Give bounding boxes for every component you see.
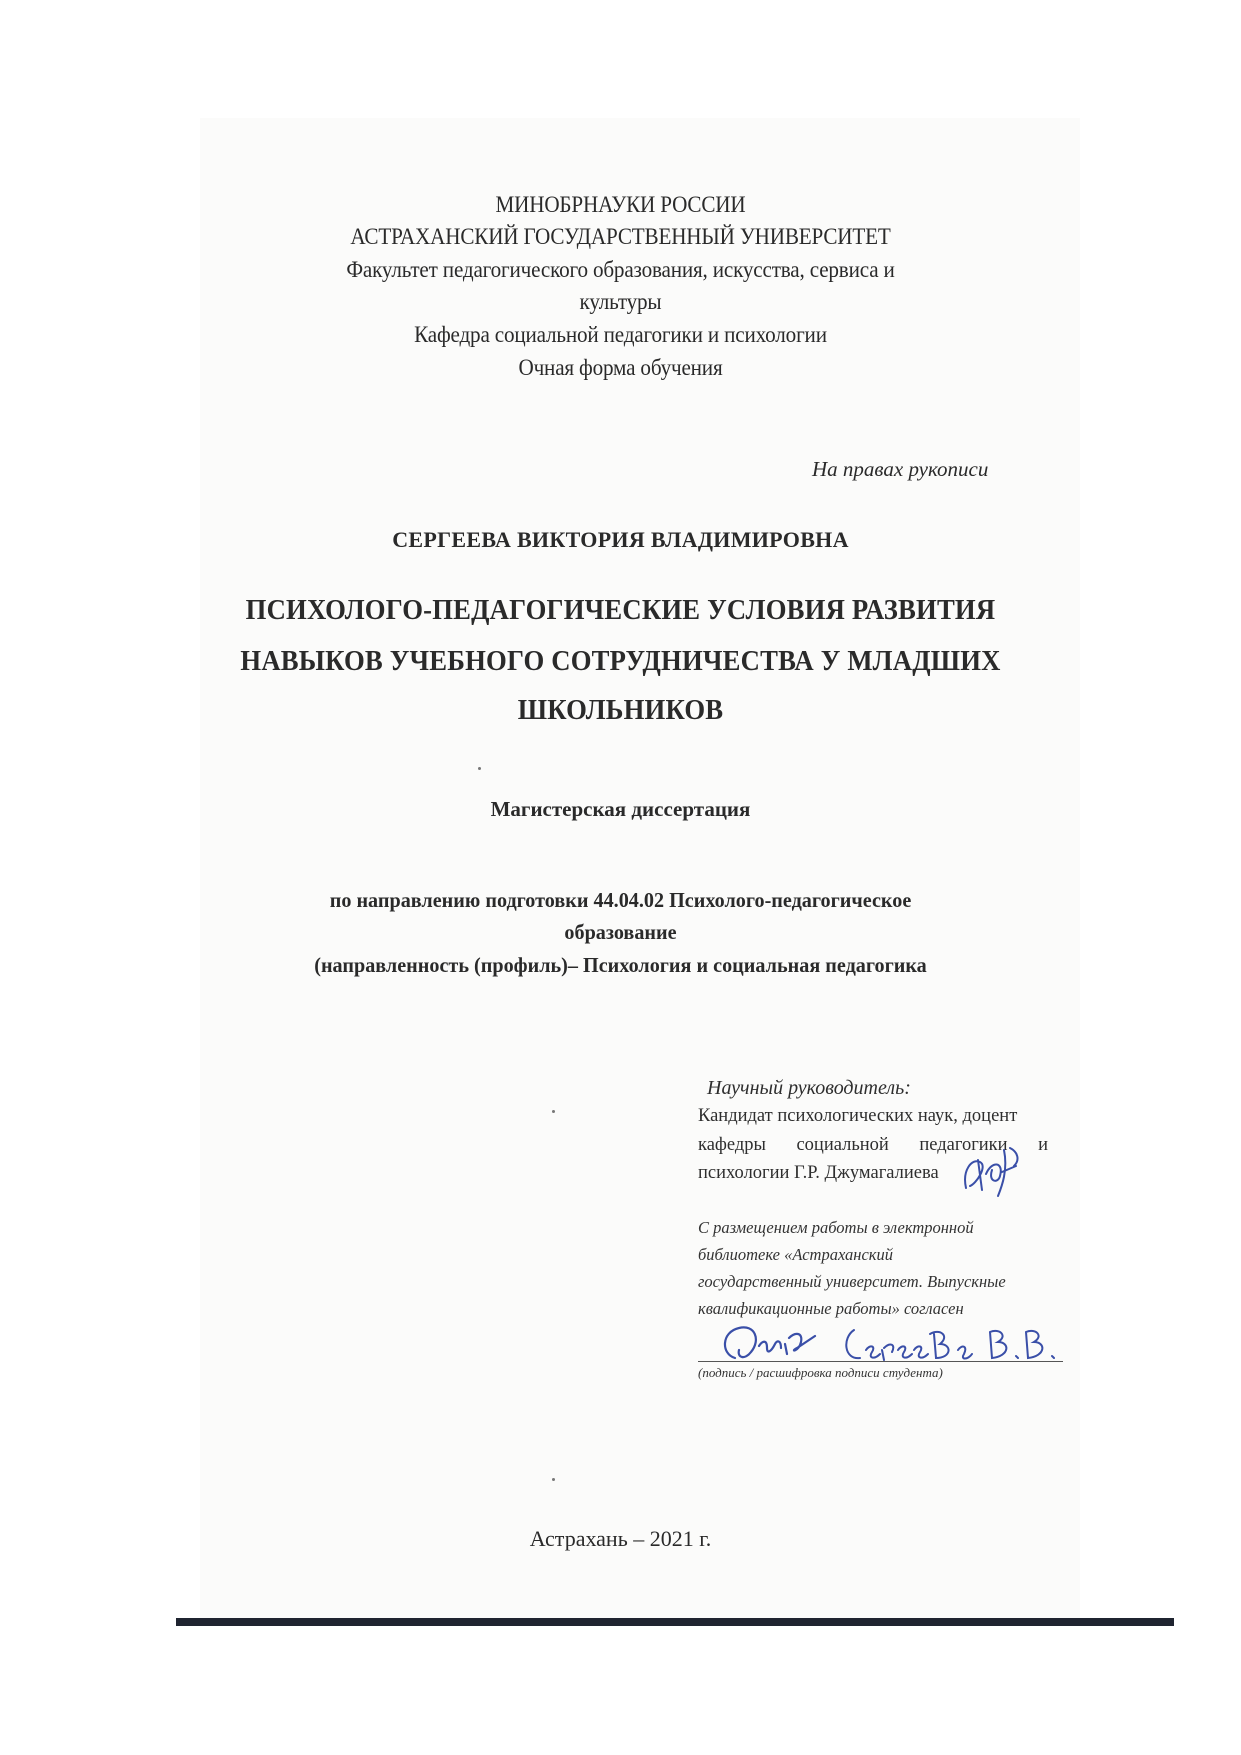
department-line: Кафедра социальной педагогики и психологии: [414, 322, 827, 347]
scan-speck: [552, 1110, 555, 1113]
university-line: АСТРАХАНСКИЙ ГОСУДАРСТВЕННЫЙ УНИВЕРСИТЕТ: [350, 224, 891, 249]
direction-line-1: по направлению подготовки 44.04.02 Психолого-педагогическое: [329, 888, 912, 912]
manuscript-note: На правах рукописи: [812, 457, 989, 481]
city-year: Астрахань – 2021 г.: [529, 1526, 712, 1551]
consent-line-4: квалификационные работы» согласен: [698, 1299, 964, 1318]
supervisor-line-2-word-2: социальной: [796, 1135, 889, 1155]
student-name-handwritten: [840, 1320, 1070, 1370]
consent-line-2: библиотеке «Астраханский: [698, 1245, 894, 1264]
title-line-2: НАВЫКОВ УЧЕБНОГО СОТРУДНИЧЕСТВА У МЛАДШИХ: [240, 645, 1001, 677]
title-line-1: ПСИХОЛОГО-ПЕДАГОГИЧЕСКИЕ УСЛОВИЯ РАЗВИТИЯ: [245, 594, 996, 626]
supervisor-signature: [958, 1140, 1028, 1200]
direction-line-3: (направленность (профиль)– Психология и социальная педагогика: [314, 953, 927, 977]
signature-underline: [698, 1361, 1063, 1362]
ministry-line: МИНОБРНАУКИ РОССИИ: [495, 192, 746, 217]
supervisor-line-2-word-4: и: [1038, 1135, 1048, 1155]
scan-speck: [552, 1478, 555, 1481]
direction-line-2: образование: [564, 920, 677, 944]
consent-line-3: государственный университет. Выпускные: [698, 1272, 1006, 1291]
title-line-3: ШКОЛЬНИКОВ: [517, 694, 724, 726]
study-form-line: Очная форма обучения: [518, 355, 723, 380]
supervisor-line-3: психологии Г.Р. Джумагалиева: [698, 1163, 939, 1183]
consent-line-1: С размещением работы в электронной: [698, 1218, 974, 1237]
signature-caption: (подпись / расшифровка подписи студента): [698, 1365, 943, 1380]
supervisor-label: Научный руководитель:: [707, 1077, 911, 1099]
supervisor-line-2-word-3: педагогики: [919, 1135, 1008, 1155]
author-name: СЕРГЕЕВА ВИКТОРИЯ ВЛАДИМИРОВНА: [392, 527, 849, 552]
faculty-line-2: культуры: [579, 289, 662, 314]
work-type: Магистерская диссертация: [490, 797, 751, 821]
bottom-edge-bar: [176, 1618, 1174, 1626]
student-signature: [715, 1318, 825, 1370]
faculty-line-1: Факультет педагогического образования, искусства, сервиса и: [346, 257, 895, 282]
supervisor-line-2-word-1: кафедры: [698, 1135, 766, 1155]
scan-speck: [478, 767, 481, 770]
supervisor-line-1: Кандидат психологических наук, доцент: [698, 1106, 1018, 1126]
